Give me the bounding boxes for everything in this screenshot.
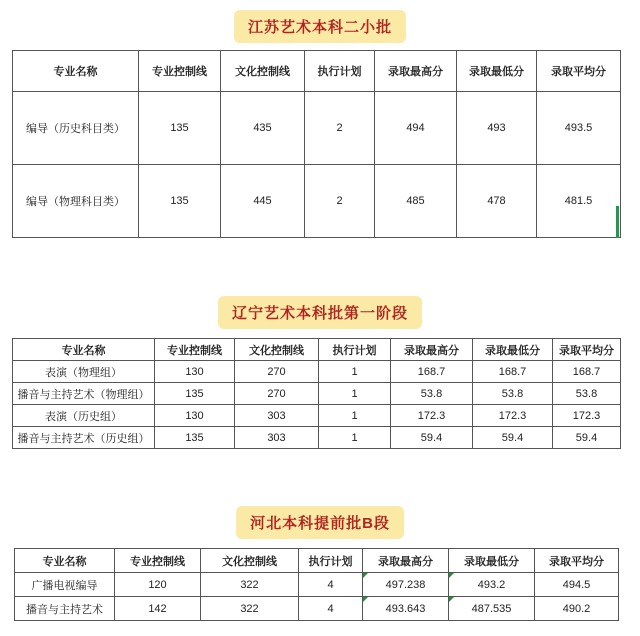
header-culture-line: 文化控制线 bbox=[235, 339, 319, 361]
table-row bbox=[13, 427, 621, 449]
section-title-jiangsu: 江苏艺术本科二小批 bbox=[234, 10, 406, 43]
cell-max: 497.238 bbox=[363, 573, 449, 597]
table-row bbox=[13, 383, 621, 405]
cell-major-line: 135 bbox=[139, 92, 221, 165]
table-row bbox=[13, 92, 621, 165]
cell-plan: 1 bbox=[319, 383, 391, 405]
cell-max: 172.3 bbox=[391, 405, 473, 427]
cell-major: 播音与主持艺术（物理组） bbox=[13, 383, 155, 405]
header-plan: 执行计划 bbox=[299, 549, 363, 573]
cell-plan: 4 bbox=[299, 597, 363, 621]
cell-min: 53.8 bbox=[473, 383, 553, 405]
table-header-row bbox=[15, 549, 619, 573]
header-avg: 录取平均分 bbox=[553, 339, 621, 361]
cell-max: 59.4 bbox=[391, 427, 473, 449]
cell-culture-line: 270 bbox=[235, 361, 319, 383]
header-min: 录取最低分 bbox=[449, 549, 535, 573]
cell-avg: 172.3 bbox=[553, 405, 621, 427]
header-major-line: 专业控制线 bbox=[115, 549, 201, 573]
cell-min: 59.4 bbox=[473, 427, 553, 449]
header-min: 录取最低分 bbox=[457, 51, 537, 92]
header-major: 专业名称 bbox=[13, 339, 155, 361]
cell-major-line: 135 bbox=[139, 165, 221, 238]
cell-avg: 53.8 bbox=[553, 383, 621, 405]
cell-culture-line: 445 bbox=[221, 165, 305, 238]
cell-avg: 490.2 bbox=[535, 597, 619, 621]
header-plan: 执行计划 bbox=[305, 51, 375, 92]
table-row bbox=[15, 573, 619, 597]
cell-major-line: 130 bbox=[155, 361, 235, 383]
cell-plan: 2 bbox=[305, 92, 375, 165]
table-hebei bbox=[14, 548, 619, 621]
cell-major-line: 135 bbox=[155, 383, 235, 405]
cell-culture-line: 322 bbox=[201, 597, 299, 621]
table-liaoning bbox=[12, 338, 621, 449]
cell-plan: 1 bbox=[319, 361, 391, 383]
header-plan: 执行计划 bbox=[319, 339, 391, 361]
table-jiangsu bbox=[12, 50, 621, 238]
cell-culture-line: 303 bbox=[235, 405, 319, 427]
cell-avg: 493.5 bbox=[537, 92, 621, 165]
cell-max: 53.8 bbox=[391, 383, 473, 405]
table-row bbox=[13, 405, 621, 427]
cell-major-line: 130 bbox=[155, 405, 235, 427]
header-max: 录取最高分 bbox=[363, 549, 449, 573]
cell-major-line: 135 bbox=[155, 427, 235, 449]
header-culture-line: 文化控制线 bbox=[221, 51, 305, 92]
cell-min: 493 bbox=[457, 92, 537, 165]
selection-marker bbox=[616, 206, 619, 238]
cell-avg: 481.5 bbox=[537, 165, 621, 238]
cell-min: 493.2 bbox=[449, 573, 535, 597]
cell-max: 494 bbox=[375, 92, 457, 165]
table-row bbox=[13, 165, 621, 238]
table-header-row bbox=[13, 51, 621, 92]
cell-min: 168.7 bbox=[473, 361, 553, 383]
cell-culture-line: 270 bbox=[235, 383, 319, 405]
header-culture-line: 文化控制线 bbox=[201, 549, 299, 573]
cell-major-line: 142 bbox=[115, 597, 201, 621]
header-major-line: 专业控制线 bbox=[139, 51, 221, 92]
cell-min: 172.3 bbox=[473, 405, 553, 427]
cell-major: 表演（物理组） bbox=[13, 361, 155, 383]
header-avg: 录取平均分 bbox=[535, 549, 619, 573]
cell-avg: 59.4 bbox=[553, 427, 621, 449]
header-max: 录取最高分 bbox=[375, 51, 457, 92]
cell-plan: 2 bbox=[305, 165, 375, 238]
table-header-row bbox=[13, 339, 621, 361]
header-major: 专业名称 bbox=[15, 549, 115, 573]
header-major: 专业名称 bbox=[13, 51, 139, 92]
header-min: 录取最低分 bbox=[473, 339, 553, 361]
cell-major: 编导（历史科目类） bbox=[13, 92, 139, 165]
section-title-liaoning: 辽宁艺术本科批第一阶段 bbox=[218, 296, 422, 329]
cell-culture-line: 303 bbox=[235, 427, 319, 449]
table-row bbox=[13, 361, 621, 383]
cell-major: 广播电视编导 bbox=[15, 573, 115, 597]
cell-max: 493.643 bbox=[363, 597, 449, 621]
header-avg: 录取平均分 bbox=[537, 51, 621, 92]
section-title-hebei: 河北本科提前批B段 bbox=[236, 506, 404, 539]
cell-major: 编导（物理科目类） bbox=[13, 165, 139, 238]
cell-min: 487.535 bbox=[449, 597, 535, 621]
cell-avg: 168.7 bbox=[553, 361, 621, 383]
table-row bbox=[15, 597, 619, 621]
cell-culture-line: 322 bbox=[201, 573, 299, 597]
cell-major: 播音与主持艺术（历史组） bbox=[13, 427, 155, 449]
cell-min: 478 bbox=[457, 165, 537, 238]
cell-max: 485 bbox=[375, 165, 457, 238]
cell-major: 播音与主持艺术 bbox=[15, 597, 115, 621]
cell-max: 168.7 bbox=[391, 361, 473, 383]
cell-major: 表演（历史组） bbox=[13, 405, 155, 427]
header-major-line: 专业控制线 bbox=[155, 339, 235, 361]
cell-avg: 494.5 bbox=[535, 573, 619, 597]
cell-plan: 1 bbox=[319, 427, 391, 449]
cell-major-line: 120 bbox=[115, 573, 201, 597]
cell-plan: 4 bbox=[299, 573, 363, 597]
cell-culture-line: 435 bbox=[221, 92, 305, 165]
cell-plan: 1 bbox=[319, 405, 391, 427]
header-max: 录取最高分 bbox=[391, 339, 473, 361]
